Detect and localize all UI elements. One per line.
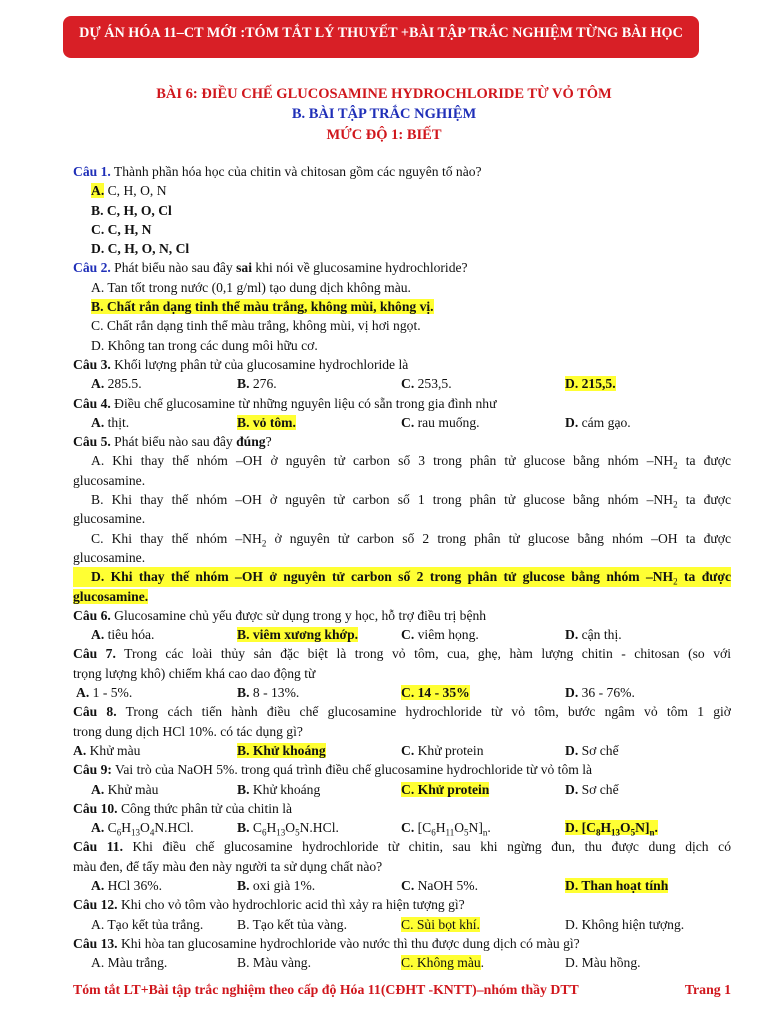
option-d: D. Sơ chế <box>565 742 619 758</box>
option-d: D. Sơ chế <box>565 781 619 797</box>
question-number: Câu 12. <box>73 897 118 913</box>
option-c: C. viêm họng. <box>401 627 479 643</box>
option-d: D. Than hoạt tính <box>565 877 669 893</box>
question-13: Câu 13. Khi hòa tan glucosamine hydrochloride vào nước thì thu được dung dịch có màu gì? <box>73 935 580 951</box>
question-2: Câu 2. Phát biểu nào sau đây sai khi nói về glucosamine hydrochloride? <box>73 260 468 276</box>
question-number: Câu 11. <box>73 839 123 855</box>
option-b: B. Khử khoáng <box>237 742 326 758</box>
question-11-cont: màu đen, để tẩy màu đen này người ta sử dụng chất nào? <box>73 858 383 874</box>
banner-text: DỰ ÁN HÓA 11–CT MỚI :TÓM TẮT LÝ THUYẾT +BÀI TẬP TRẮC NGHIỆM TỪNG BÀI HỌC <box>79 25 683 41</box>
option-a: A. thịt. <box>91 414 130 430</box>
option-a: A. 285.5. <box>91 376 142 392</box>
question-7-cont: trọng lượng khô) chiếm khá cao dao động từ <box>73 665 316 681</box>
options-row <box>73 374 731 393</box>
question-text: Thành phần hóa học của chitin và chitosan gồm các nguyên tố nào? <box>110 164 482 179</box>
options-row <box>73 625 731 644</box>
option-c: C. 14 - 35% <box>401 685 470 701</box>
question-4: Câu 4. Điều chế glucosamine từ những nguyên liệu có sẵn trong gia đình như <box>73 395 497 411</box>
options-row <box>73 876 731 895</box>
question-8: Câu 8. Trong cách tiến hành điều chế glucosamine hydrochloride từ vỏ tôm, bước ngâm vỏ tôm 1 giờ <box>73 704 731 720</box>
option-d: D. cận thị. <box>565 627 622 643</box>
option-b: B. Chất rắn dạng tinh thể màu trắng, không mùi, không vị. <box>91 299 434 315</box>
options-row <box>73 818 731 837</box>
option-d: D. Khi thay thế nhóm –OH ở nguyên tử carbon số 2 trong phân tử glucose bằng nhóm $-NH_2$ ta được <box>73 567 731 586</box>
options-row <box>73 780 731 799</box>
option-d: D. Không hiện tượng. <box>565 916 685 932</box>
option-text: C, H, O, N <box>104 183 167 199</box>
option-c: C. $[C_6H_{11}O_5N]_n$. <box>401 820 491 838</box>
option-a: A. Tan tốt trong nước (0,1 g/ml) tạo dung dịch không màu. <box>91 279 411 295</box>
question-number: Câu 13. <box>73 935 118 951</box>
question-number: Câu 6. <box>73 607 111 623</box>
option-a: A. tiêu hóa. <box>91 627 155 643</box>
option-c: C. Không màu. <box>401 955 485 971</box>
keyword: sai <box>236 260 252 276</box>
option-d: D. $[C_8H_{13}O_5N]_n$. <box>565 820 658 838</box>
option-b: B. Màu vàng. <box>237 955 312 971</box>
question-number: Câu 2. <box>73 260 111 276</box>
question-11: Câu 11. Khi điều chế glucosamine hydrochloride từ chitin, sau khi ngừng đun, thu được dung dịch có <box>73 839 731 855</box>
option-c: C. Khi thay thế nhóm $-NH_2$ ở nguyên tử carbon số 2 trong phân tử glucose bằng nhóm –OH ta được <box>91 530 731 548</box>
options-row <box>73 953 731 972</box>
option-b: B. 8 - 13%. <box>237 685 300 701</box>
option-d-cont: glucosamine. <box>73 588 149 604</box>
option-label: A. <box>91 183 105 199</box>
question-8-cont: trong dung dịch HCl 10%. có tác dụng gì? <box>73 723 303 739</box>
section-subtitle: B. BÀI TẬP TRẮC NGHIỆM <box>291 106 477 122</box>
option-b: B. oxi già 1%. <box>237 877 316 893</box>
question-number: Câu 1. <box>73 164 111 179</box>
option-b: B. Tạo kết tủa vàng. <box>237 916 347 932</box>
keyword: đúng <box>236 434 266 450</box>
option-c: C. Khử protein <box>401 742 484 758</box>
option-b: B. Khi thay thế nhóm –OH ở nguyên tử carbon số 1 trong phân tử glucose bằng nhóm $-NH_2$ ta được <box>91 492 731 510</box>
option-d: D. 215,5. <box>565 376 616 392</box>
option-a: A. Khử màu <box>73 742 141 758</box>
option-c: C. NaOH 5%. <box>401 877 479 893</box>
option-c: C. Khử protein <box>401 781 490 797</box>
option-b: B. C, H, O, Cl <box>91 202 172 218</box>
question-7: Câu 7. Trong các loài thủy sản đặc biệt là trong vỏ tôm, cua, ghẹ, hàm lượng chitin - chitosan (so với <box>73 646 731 662</box>
question-5: Câu 5. Phát biểu nào sau đây đúng? <box>73 434 272 450</box>
option-d: D. Màu hồng. <box>565 955 641 971</box>
options-row <box>73 915 731 934</box>
option-d: D. C, H, O, N, Cl <box>91 241 190 257</box>
header-banner <box>63 16 699 58</box>
option-c: C. 253,5. <box>401 376 452 392</box>
footer-text: Tóm tắt LT+Bài tập trắc nghiệm theo cấp độ Hóa 11(CĐHT -KNTT)–nhóm thầy DTT <box>73 982 579 997</box>
options-row <box>73 741 731 760</box>
page-footer <box>73 982 731 998</box>
question-number: Câu 9: <box>73 762 112 778</box>
question-6: Câu 6. Glucosamine chủ yếu được sử dụng trong y học, hỗ trợ điều trị bệnh <box>73 607 487 623</box>
option-b: B. $C_6H_{13}O_5N.HCl$. <box>237 820 339 838</box>
question-10: Câu 10. Công thức phân tử của chitin là <box>73 800 293 816</box>
lesson-title: BÀI 6: ĐIỀU CHẾ GLUCOSAMINE HYDROCHLORIDE TỪ VỎ TÔM <box>156 86 612 102</box>
option-d: D. 36 - 76%. <box>565 685 635 701</box>
question-number: Câu 8. <box>73 704 117 720</box>
option-c: C. Chất rắn dạng tinh thể màu trắng, không mùi, vị hơi ngọt. <box>91 318 421 334</box>
question-number: Câu 4. <box>73 395 111 411</box>
question-list <box>73 162 731 972</box>
option-b-cont: glucosamine. <box>73 511 146 527</box>
option-c: C. C, H, N <box>91 221 152 237</box>
option-c: C. rau muống. <box>401 414 480 430</box>
option-a-cont: glucosamine. <box>73 472 146 488</box>
option-b: B. 276. <box>237 376 277 392</box>
options-row <box>73 683 731 702</box>
question-12: Câu 12. Khi cho vỏ tôm vào hydrochloric acid thì xảy ra hiện tượng gì? <box>73 897 465 913</box>
question-number: Câu 3. <box>73 356 111 372</box>
option-c-cont: glucosamine. <box>73 549 146 565</box>
option-a <box>73 181 731 200</box>
option-d: D. cám gạo. <box>565 414 631 430</box>
options-row <box>73 413 731 432</box>
option-a: A. Tạo kết tủa trắng. <box>91 916 204 932</box>
option-b: B. viêm xương khớp. <box>237 627 359 643</box>
option-a: A. Khi thay thế nhóm –OH ở nguyên tử carbon số 3 trong phân tử glucose bằng nhóm $-NH_2$ ta được <box>91 453 731 471</box>
option-c: C. Sủi bọt khí. <box>401 916 480 932</box>
page-number: Trang 1 <box>684 982 731 997</box>
question-3: Câu 3. Khối lượng phân tử của glucosamine hydrochloride là <box>73 356 409 372</box>
question-number: Câu 10. <box>73 800 118 816</box>
option-a: A. Màu trắng. <box>91 955 168 971</box>
option-a: A. Khử màu <box>91 781 159 797</box>
question-number: Câu 7. <box>73 646 116 662</box>
option-d: D. Không tan trong các dung môi hữu cơ. <box>91 337 318 353</box>
option-a: A. 1 - 5%. <box>76 685 133 701</box>
question-1 <box>73 162 731 181</box>
question-number: Câu 5. <box>73 434 111 450</box>
option-b: B. Khử khoáng <box>237 781 321 797</box>
level-heading: MỨC ĐỘ 1: BIẾT <box>326 127 442 143</box>
option-a: A. HCl 36%. <box>91 877 162 893</box>
question-9: Câu 9: Vai trò của NaOH 5%. trong quá trình điều chế glucosamine hydrochloride từ vỏ tôm là <box>73 762 593 778</box>
option-b: B. vỏ tôm. <box>237 414 296 430</box>
option-a: A. $C_6H_{13}O_4N.HCl$. <box>91 820 194 838</box>
